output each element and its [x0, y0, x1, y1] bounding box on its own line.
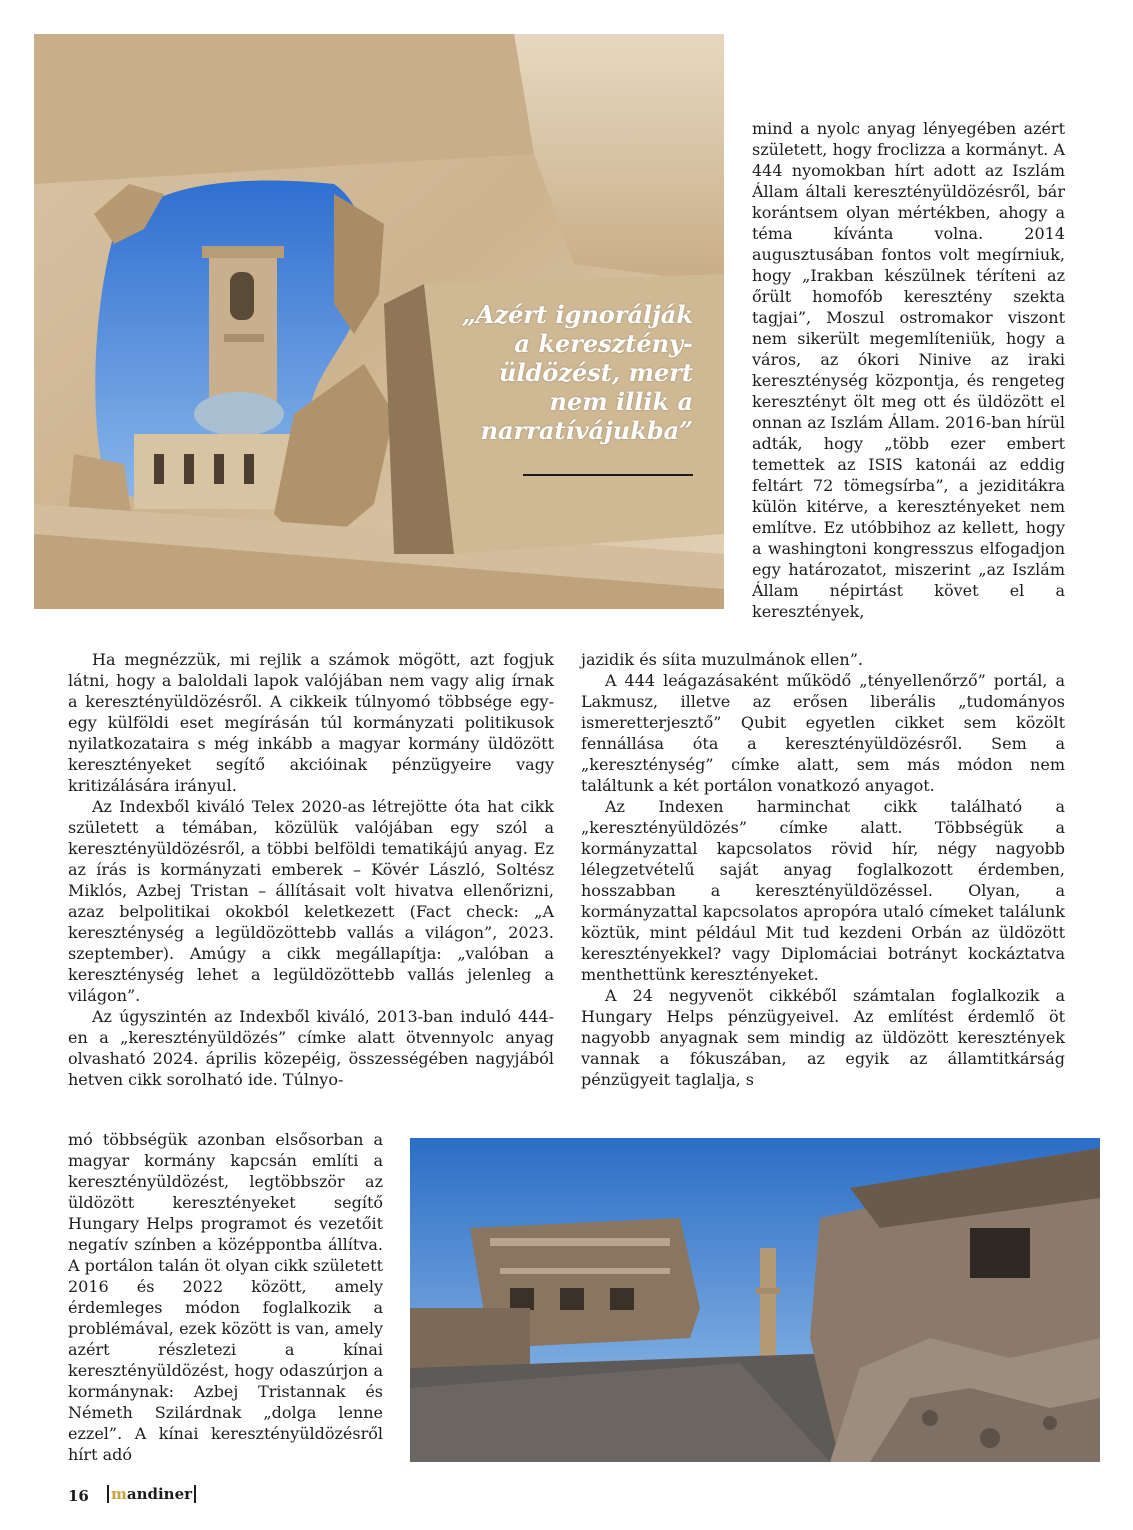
article-paragraph: Az úgyszintén az Indexből kiváló, 2013-ban induló 444-en a „keresztényüldözés” címke alatt ötvennyolc anyag olvasható 2024. április közepéig, összességében nagyjából hetven cikk sorolható ide. Túlnyo-: [68, 1007, 554, 1089]
photo-ruined-street: [410, 1138, 1100, 1462]
right-column-top: [752, 118, 1065, 622]
article-paragraph: Ha megnézzük, mi rejlik a számok mögött, azt fogjuk látni, hogy a baloldali lapok valójában nem vagy alig írnak a keresztényüldözésről. A cikkeik túlnyomó többsége egy-egy külföldi eset megírásán túl kormányzati politikusok nyilatkozataira s még inkább a magyar kormány üldözött keresztényeket segítő akcióinak pénzügyeire vagy kritizálására irányul.: [68, 650, 554, 795]
left-column: [68, 649, 554, 1090]
article-paragraph: mind a nyolc anyag lényegében azért született, hogy froclizza a kormányt. A 444 nyomokban hírt adott az Iszlám Állam általi keresztényüldözésről, bár korántsem olyan mértékben, ahogy a téma kívánta volna. 2014 augusztusában fontos volt megírniuk, hogy „Irakban készülnek téríteni az őrült homofób keresztény szekta tagjai”, Moszul ostromakor viszont nem sikerült megemlíteniük, hogy a város, az ókori Ninive az iraki kereszténység központja, és rengeteg keresztényt ölt meg ott és üldözött el onnan az Iszlám Állam. 2016-ban hírül adták, hogy „több ezer embert temettek az ISIS katonái az eddig feltárt 72 tömegsírba”, a jeziditákra külön kitérve, a keresztényeket nem említve. Ez utóbbihoz az kellett, hogy a washingtoni kongresszus elfogadjon egy határozatot, miszerint „az Iszlám Állam népirtást követ el a keresztények,: [752, 119, 1065, 621]
logo-text: andiner: [126, 1485, 193, 1503]
pull-quote-rule: [523, 474, 693, 476]
article-paragraph: Az Indexen harminchat cikk található a „keresztényüldözés” címke alatt. Többségük a kormányzattal kapcsolatos rövid hír, négy nagyobb lélegzetvételű saját anyag foglalkozott érdemben, hosszabban a keresztényüldözéssel. Olyan, a kormányzattal kapcsolatos apropóra utaló címeket találunk köztük, mint például Mit tud kezdeni Orbán az üldözött keresztényekkel? vagy Diplomáciai botrányt kockáztatva menthettünk keresztényeket.: [581, 797, 1065, 984]
article-paragraph: jazidik és síita muzulmánok ellen”.: [581, 650, 863, 669]
photo-street-svg: [410, 1138, 1100, 1462]
pull-quote: „Azért ignorálják a keresztény-üldözést, mert nem illik a narratívájukba”: [462, 300, 693, 445]
left-column-narrow: [68, 1129, 383, 1465]
article-paragraph: A 444 leágazásaként működő „tényellenőrző” portál, a Lakmusz, illetve az erősen liberális „tudományos ismeretterjesztő” Qubit egyetlen cikket sem közölt fennállása óta a keresztényüldözésről. Sem a „kereszténység” címke alatt, sem más módon nem találtunk a két portálon vonatkozó anyagot.: [581, 671, 1065, 795]
page-number: 16: [68, 1487, 89, 1505]
article-paragraph: mó többségük azonban elsősorban a magyar kormány kapcsán említi a keresztényüldözést, legtöbbször az üldözött keresztényeket segítő Hungary Helps programot és vezetőit negatív színben a középpontba állítva. A portálon talán öt olyan cikk született 2016 és 2022 között, amely érdemleges módon foglalkozik a problémával, ezek között is van, amely azért részletezi a kínai keresztényüldözést, hogy odaszúrjon a kormánynak: Azbej Tristannak és Németh Szilárdnak „dolga lenne ezzel”. A kínai keresztényüldözésről hírt adó: [68, 1130, 383, 1464]
article-paragraph: Az Indexből kiváló Telex 2020-as létrejötte óta hat cikk született a témában, közülük valójában egy szól a keresztényüldözésről, a többi belföldi tematikájú anyag. Ez az írás is kormányzati emberek – Kövér László, Soltész Miklós, Azbej Tristan – állításait volt hivatva ellenőrizni, azaz belpolitikai okokból keletkezett (Fact check: „A kereszténység a legüldözöttebb vallás a világon”, 2023. szeptember). Amúgy a cikk megállapítja: „valóban a kereszténység lehet a legüldözöttebb vallás jelenleg a világon”.: [68, 797, 554, 1005]
right-column-mid: [581, 649, 1065, 1090]
logo-letter-m: m: [111, 1485, 127, 1503]
article-paragraph: A 24 negyvenöt cikkéből számtalan foglalkozik a Hungary Helps pénzügyeivel. Az említést érdemlő öt nagyobb anyagnak sem mindig az üldözött keresztények vannak a fókuszában, az egyik az államtitkárság pénzügyeit taglalja, s: [581, 986, 1065, 1089]
magazine-logo: [107, 1485, 196, 1503]
